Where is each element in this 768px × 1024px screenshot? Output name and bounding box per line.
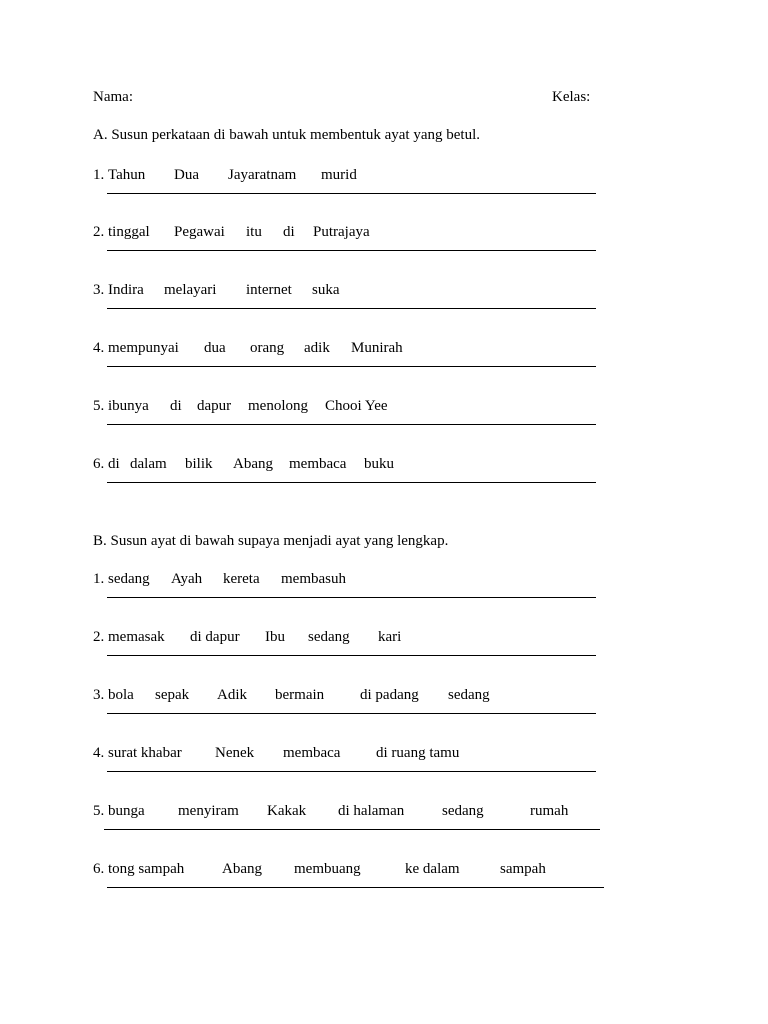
section-a-instruction: A. Susun perkataan di bawah untuk membentuk ayat yang betul.: [93, 127, 480, 143]
scrambled-word: suka: [312, 282, 340, 298]
scrambled-word: sepak: [155, 687, 190, 703]
scrambled-word: membasuh: [281, 571, 346, 587]
scrambled-word: ibunya: [108, 398, 149, 414]
item-number: 2.: [93, 224, 105, 240]
answer-line: [107, 597, 596, 598]
scrambled-word: Adik: [217, 687, 247, 703]
item-number: 3.: [93, 282, 105, 298]
scrambled-word: bunga: [108, 803, 145, 819]
scrambled-word: kereta: [223, 571, 260, 587]
scrambled-word: kari: [378, 629, 402, 645]
section-a-item-5: [93, 397, 613, 437]
section-b-item-5: [93, 802, 613, 842]
section-b-item-6: [93, 860, 613, 900]
scrambled-word: ke dalam: [405, 861, 460, 877]
scrambled-word: sedang: [442, 803, 484, 819]
scrambled-word: Indira: [108, 282, 144, 298]
answer-line: [107, 655, 596, 656]
item-number: 3.: [93, 687, 105, 703]
scrambled-word: Tahun: [108, 167, 146, 183]
answer-line: [104, 829, 600, 830]
answer-line: [107, 482, 596, 483]
scrambled-word: Dua: [174, 167, 199, 183]
scrambled-word: dua: [204, 340, 226, 356]
scrambled-word: Nenek: [215, 745, 255, 761]
scrambled-word: Abang: [222, 861, 262, 877]
scrambled-word: sedang: [448, 687, 490, 703]
item-number: 6.: [93, 456, 105, 472]
section-a-item-6: [93, 455, 613, 495]
class-label: Kelas:: [552, 89, 591, 105]
scrambled-word: di padang: [360, 687, 419, 703]
scrambled-word: menolong: [248, 398, 308, 414]
scrambled-word: dalam: [130, 456, 167, 472]
scrambled-word: sedang: [108, 571, 150, 587]
scrambled-word: tong sampah: [108, 861, 185, 877]
scrambled-word: bermain: [275, 687, 325, 703]
scrambled-word: mempunyai: [108, 340, 179, 356]
scrambled-word: bilik: [185, 456, 213, 472]
scrambled-word: di ruang tamu: [376, 745, 460, 761]
section-b-item-2: [93, 628, 613, 668]
scrambled-word: membuang: [294, 861, 361, 877]
answer-line: [107, 771, 596, 772]
scrambled-word: memasak: [108, 629, 165, 645]
scrambled-word: di: [283, 224, 295, 240]
scrambled-word: surat khabar: [108, 745, 182, 761]
scrambled-word: murid: [321, 167, 357, 183]
item-number: 5.: [93, 398, 105, 414]
answer-line: [107, 713, 596, 714]
scrambled-word: Pegawai: [174, 224, 225, 240]
item-number: 1.: [93, 167, 105, 183]
name-label: Nama:: [93, 89, 133, 105]
scrambled-word: Abang: [233, 456, 273, 472]
scrambled-word: Ayah: [171, 571, 203, 587]
scrambled-word: Chooi Yee: [325, 398, 388, 414]
scrambled-word: sedang: [308, 629, 350, 645]
scrambled-word: melayari: [164, 282, 217, 298]
item-number: 4.: [93, 340, 105, 356]
section-b-item-4: [93, 744, 613, 784]
answer-line: [107, 424, 596, 425]
answer-line: [107, 308, 596, 309]
scrambled-word: di halaman: [338, 803, 405, 819]
section-a-item-3: [93, 281, 613, 321]
scrambled-word: adik: [304, 340, 330, 356]
scrambled-word: di: [108, 456, 120, 472]
scrambled-word: membaca: [283, 745, 341, 761]
answer-line: [107, 193, 596, 194]
scrambled-word: Munirah: [351, 340, 403, 356]
scrambled-word: Putrajaya: [313, 224, 370, 240]
answer-line: [107, 366, 596, 367]
scrambled-word: itu: [246, 224, 262, 240]
scrambled-word: rumah: [530, 803, 569, 819]
section-a-item-4: [93, 339, 613, 379]
scrambled-word: bola: [108, 687, 134, 703]
scrambled-word: di dapur: [190, 629, 240, 645]
scrambled-word: Ibu: [265, 629, 285, 645]
scrambled-word: internet: [246, 282, 292, 298]
scrambled-word: di: [170, 398, 182, 414]
section-b-instruction: B. Susun ayat di bawah supaya menjadi ayat yang lengkap.: [93, 533, 449, 549]
section-a-item-2: [93, 223, 613, 263]
scrambled-word: buku: [364, 456, 394, 472]
scrambled-word: Kakak: [267, 803, 307, 819]
section-b-item-3: [93, 686, 613, 726]
section-b-item-1: [93, 570, 613, 610]
section-a-item-1: [93, 166, 613, 206]
scrambled-word: orang: [250, 340, 285, 356]
scrambled-word: menyiram: [178, 803, 239, 819]
item-number: 6.: [93, 861, 105, 877]
scrambled-word: dapur: [197, 398, 232, 414]
scrambled-word: membaca: [289, 456, 347, 472]
item-number: 2.: [93, 629, 105, 645]
scrambled-word: tinggal: [108, 224, 150, 240]
answer-line: [107, 887, 604, 888]
scrambled-word: sampah: [500, 861, 546, 877]
scrambled-word: Jayaratnam: [228, 167, 297, 183]
item-number: 1.: [93, 571, 105, 587]
answer-line: [107, 250, 596, 251]
item-number: 4.: [93, 745, 105, 761]
item-number: 5.: [93, 803, 105, 819]
